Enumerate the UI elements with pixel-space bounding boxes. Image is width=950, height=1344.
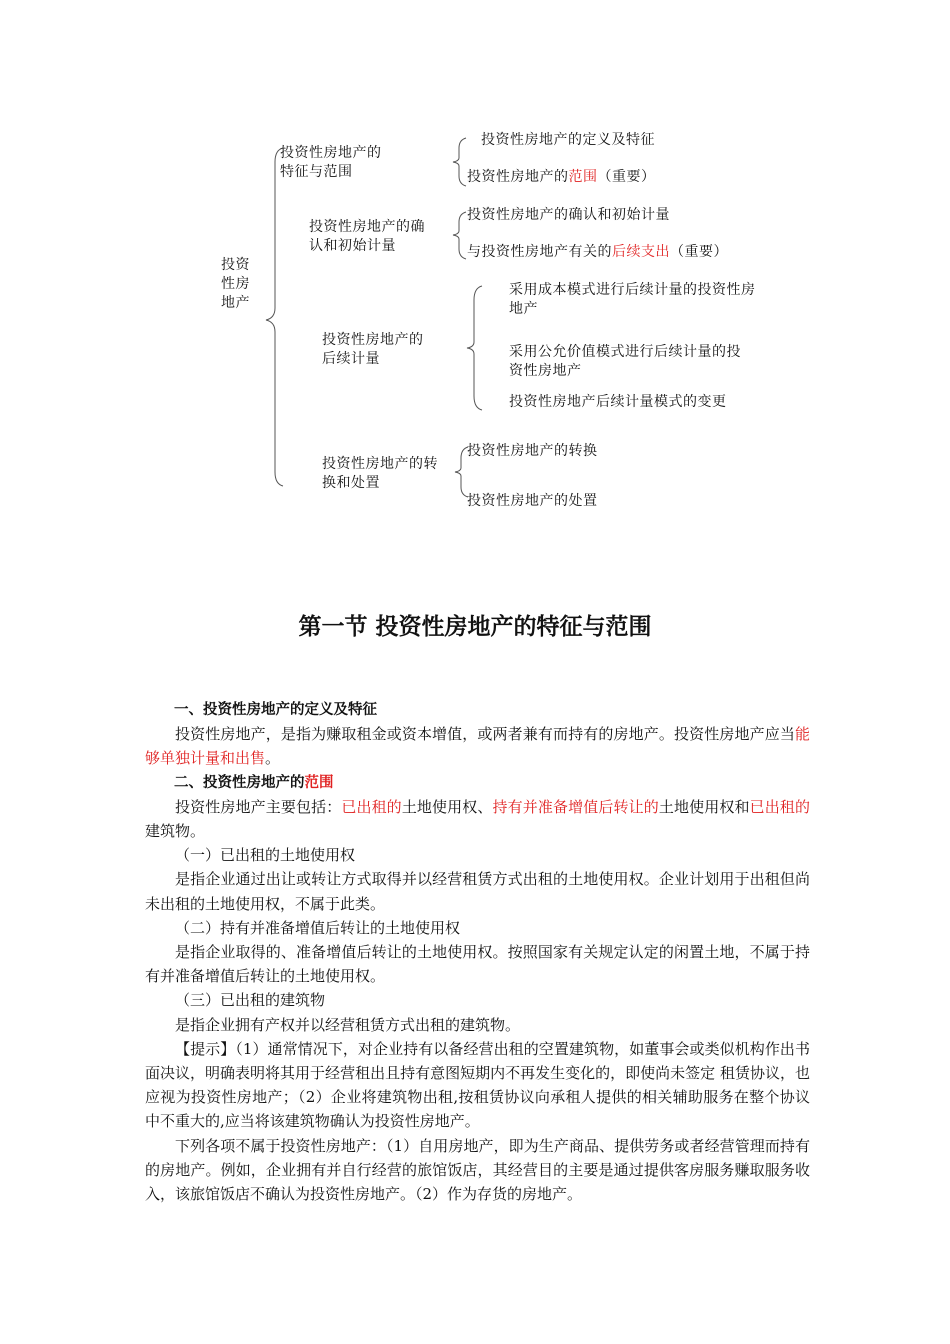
highlight: 持有并准备增值后转让的: [492, 797, 659, 816]
tree-leaf-definition: 投资性房地产的定义及特征: [481, 132, 655, 148]
tree-root-line: 地产: [221, 295, 250, 311]
tree-node-recognition: [309, 218, 425, 256]
node-line: 认和初始计量: [309, 238, 396, 254]
leaf-text: （重要）: [670, 244, 728, 260]
tree-root-line: 性房: [221, 276, 250, 292]
leaf-line: 地产: [509, 301, 538, 317]
paragraph-tip: 【提示】（1）通常情况下，对企业持有以备经营出租的空置建筑物，如董事会或类似机构作出书面决议，明确表明将其用于经营租出且持有意图短期内不再发生变化的，即使尚未签定 租赁协议，也应视为投资性房地产；（2）企业将建筑物出租,按租赁协议向承租人提供的相关辅助服务在整个协议中不重大的,应当将该建筑物确认为投资性房地产。: [145, 1039, 810, 1131]
tree-leaf-subsequent-expenditure: [467, 243, 728, 262]
node-line: 后续计量: [322, 351, 380, 367]
section-title: 第一节 投资性房地产的特征与范围: [298, 614, 652, 640]
node-line: 投资性房地产的: [280, 145, 382, 161]
paragraph-held-land: 是指企业取得的、准备增值后转让的土地使用权。按照国家有关规定认定的闲置土地，不属于持有并准备增值后转让的土地使用权。: [145, 943, 810, 986]
tree-node-conversion-disposal: [322, 455, 438, 493]
paragraph-exclusions: 下列各项不属于投资性房地产：（1）自用房地产，即为生产商品、提供劳务或者经营管理而持有的房地产。例如，企业拥有并自行经营的旅馆饭店，其经营目的主要是通过提供客房服务赚取服务收入，该旅馆饭店不确认为投资性房地产。（2）作为存货的房地产。: [145, 1136, 810, 1204]
tree-root: [221, 256, 250, 313]
paragraph-leased-land: 是指企业通过出让或转让方式取得并以经营租赁方式出租的土地使用权。企业计划用于出租但尚未出租的土地使用权，不属于此类。: [145, 870, 810, 913]
paragraph-leased-buildings: 是指企业拥有产权并以经营租赁方式出租的建筑物。: [175, 1015, 521, 1034]
tree-leaf-model-change: 投资性房地产后续计量模式的变更: [509, 394, 727, 410]
leaf-highlight: 后续支出: [612, 244, 670, 260]
tree-leaf-cost-model: [509, 281, 756, 319]
tree-node-features-scope: [280, 144, 382, 182]
highlight: 已出租的: [749, 797, 810, 816]
node-line: 投资性房地产的确: [309, 219, 425, 235]
leaf-line: 资性房地产: [509, 363, 582, 379]
text: 土地使用权和: [658, 797, 750, 816]
subheading-leased-land: （一）已出租的土地使用权: [175, 846, 356, 865]
tree-leaf-fair-value-model: [509, 343, 741, 381]
leaf-line: 采用成本模式进行后续计量的投资性房: [509, 282, 756, 298]
text: 投资性房地产，是指为赚取租金或资本增值，或两者兼有而持有的房地产。投资性房地产应当: [175, 725, 795, 744]
paragraph-definition: [145, 722, 810, 770]
paragraph-scope: [145, 795, 810, 843]
outline-braces: [0, 0, 950, 560]
heading-scope: [145, 771, 810, 795]
tree-leaf-recognition: 投资性房地产的确认和初始计量: [467, 207, 670, 223]
n3-brace: [467, 286, 482, 410]
leaf-text: 与投资性房地产有关的: [467, 244, 612, 260]
tree-leaf-conversion: 投资性房地产的转换: [467, 443, 598, 459]
tree-leaf-scope: [467, 168, 656, 187]
tree-node-subsequent-measurement: [322, 331, 424, 369]
leaf-line: 采用公允价值模式进行后续计量的投: [509, 344, 741, 360]
node-line: 换和处置: [322, 475, 380, 491]
subheading-leased-buildings: （三）已出租的建筑物: [175, 991, 326, 1010]
node-line: 投资性房地产的转: [322, 456, 438, 472]
tree-root-line: 投资: [221, 257, 250, 273]
section-body: [145, 698, 810, 1206]
n1-brace: [453, 138, 466, 186]
text: 投资性房地产主要包括：: [175, 797, 342, 816]
text: 。: [265, 749, 281, 768]
node-line: 特征与范围: [280, 164, 353, 180]
tree-leaf-disposal: 投资性房地产的处置: [467, 493, 598, 509]
text: 建筑物。: [145, 822, 206, 841]
heading-definition: 一、投资性房地产的定义及特征: [174, 702, 377, 718]
subheading-held-land: （二）持有并准备增值后转让的土地使用权: [175, 918, 461, 937]
root-brace: [266, 148, 283, 486]
n2-brace: [453, 212, 466, 259]
highlight: 已出租的: [341, 797, 402, 816]
leaf-text: 投资性房地产的: [467, 169, 569, 185]
highlight: 能够单独计量和出售: [145, 725, 810, 768]
highlight: 范围: [304, 774, 334, 791]
text: 二、投资性房地产的: [174, 774, 305, 791]
leaf-text: （重要）: [597, 169, 656, 185]
leaf-highlight: 范围: [568, 169, 598, 185]
node-line: 投资性房地产的: [322, 332, 424, 348]
text: 土地使用权、: [401, 797, 493, 816]
